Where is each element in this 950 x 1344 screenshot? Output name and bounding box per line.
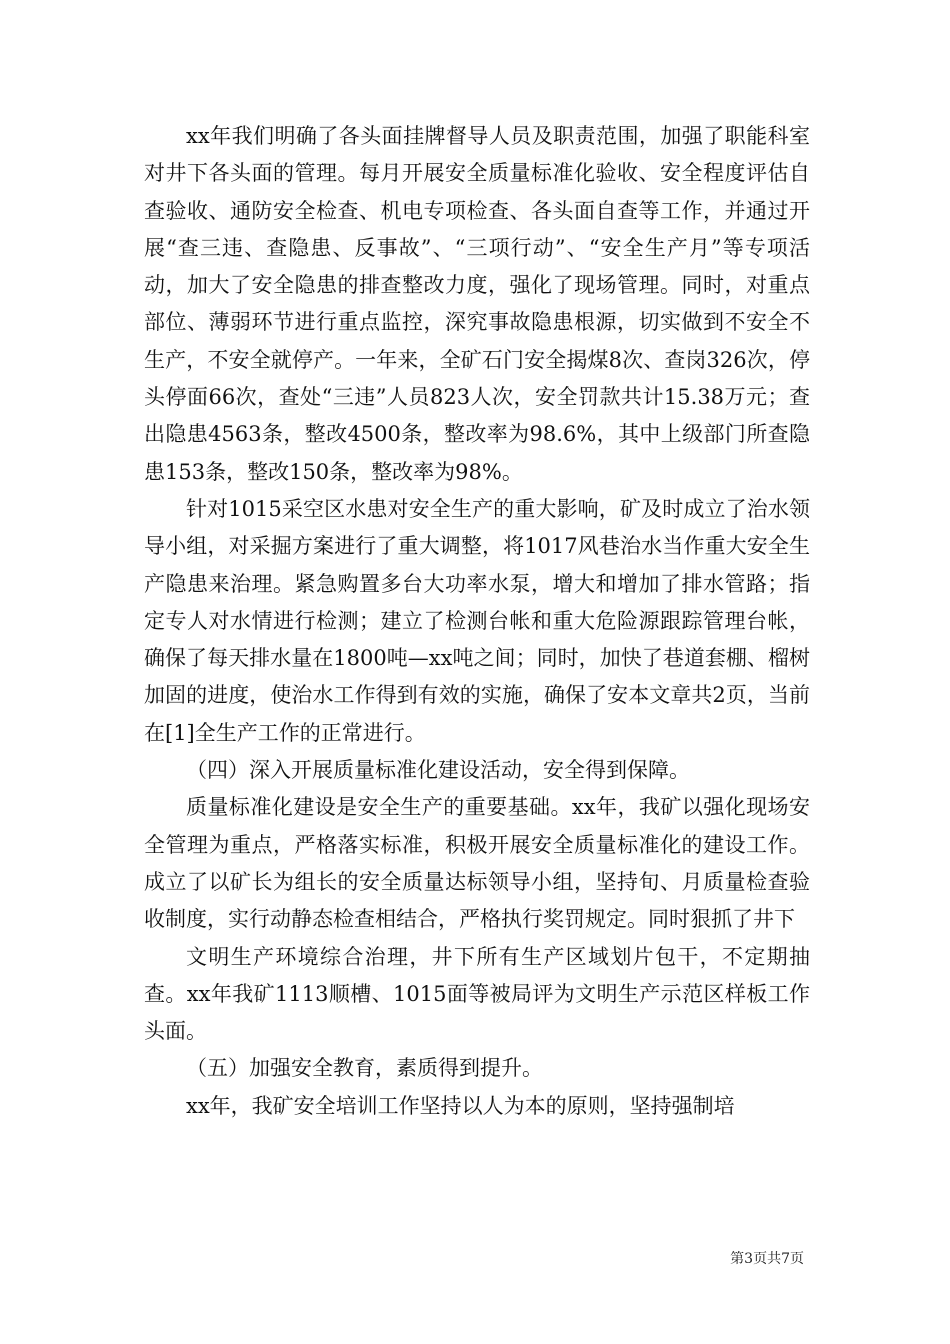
- section-heading-five: （五）加强安全教育，素质得到提升。: [186, 1056, 543, 1081]
- paragraph-quality-standard: 质量标准化建设是安全生产的重要基础。xx年，我矿以强化现场安全管理为重点，严格落实标准，积极开展安全质量标准化的建设工作。成立了以矿长为组长的安全质量达标领导小组，坚持旬、月质量检查验收制度，实行动静态检查相结合，严格执行奖罚规定。同时狠抓了井下: [144, 795, 810, 932]
- paragraph-safety-supervision: xx年我们明确了各头面挂牌督导人员及职责范围，加强了职能科室对井下各头面的管理。每月开展安全质量标准化验收、安全程度评估自查验收、通防安全检查、机电专项检查、各头面自查等工作，并通过开展“查三违、查隐患、反事故”、“三项行动”、“安全生产月”等专项活动，加大了安全隐患的排查整改力度，强化了现场管理。同时，对重点部位、薄弱环节进行重点监控，深究事故隐患根源，切实做到不安全不生产，不安全就停产。一年来，全矿石门安全揭煤8次、查岗326次，停头停面66次，查处“三违”人员823人次，安全罚款共计15.38万元；查出隐患4563条，整改4500条，整改率为98.6%，其中上级部门所查隐患153条，整改150条，整改率为98%。: [144, 124, 810, 484]
- paragraph-water-control: 针对1015采空区水患对安全生产的重大影响，矿及时成立了治水领导小组，对采掘方案进行了重大调整，将1017风巷治水当作重大安全生产隐患来治理。紧急购置多台大功率水泵，增大和增加了排水管路；指定专人对水情进行检测；建立了检测台帐和重大危险源跟踪管理台帐，确保了每天排水量在1800吨—xx吨之间；同时，加快了巷道套棚、榴树加固的进度，使治水工作得到有效的实施，确保了安本文章共2页，当前在[1]全生产工作的正常进行。: [144, 496, 810, 745]
- paragraph-safety-training: xx年，我矿安全培训工作坚持以人为本的原则，坚持强制培: [186, 1093, 735, 1118]
- page-number: 第3页共7页: [730, 1251, 804, 1267]
- document-body: [144, 118, 810, 1125]
- paragraph-civilized-production: 文明生产环境综合治理，井下所有生产区域划片包干，不定期抽查。xx年我矿1113顺槽、1015面等被局评为文明生产示范区样板工作头面。: [144, 944, 810, 1044]
- section-heading-four: （四）深入开展质量标准化建设活动，安全得到保障。: [186, 758, 690, 783]
